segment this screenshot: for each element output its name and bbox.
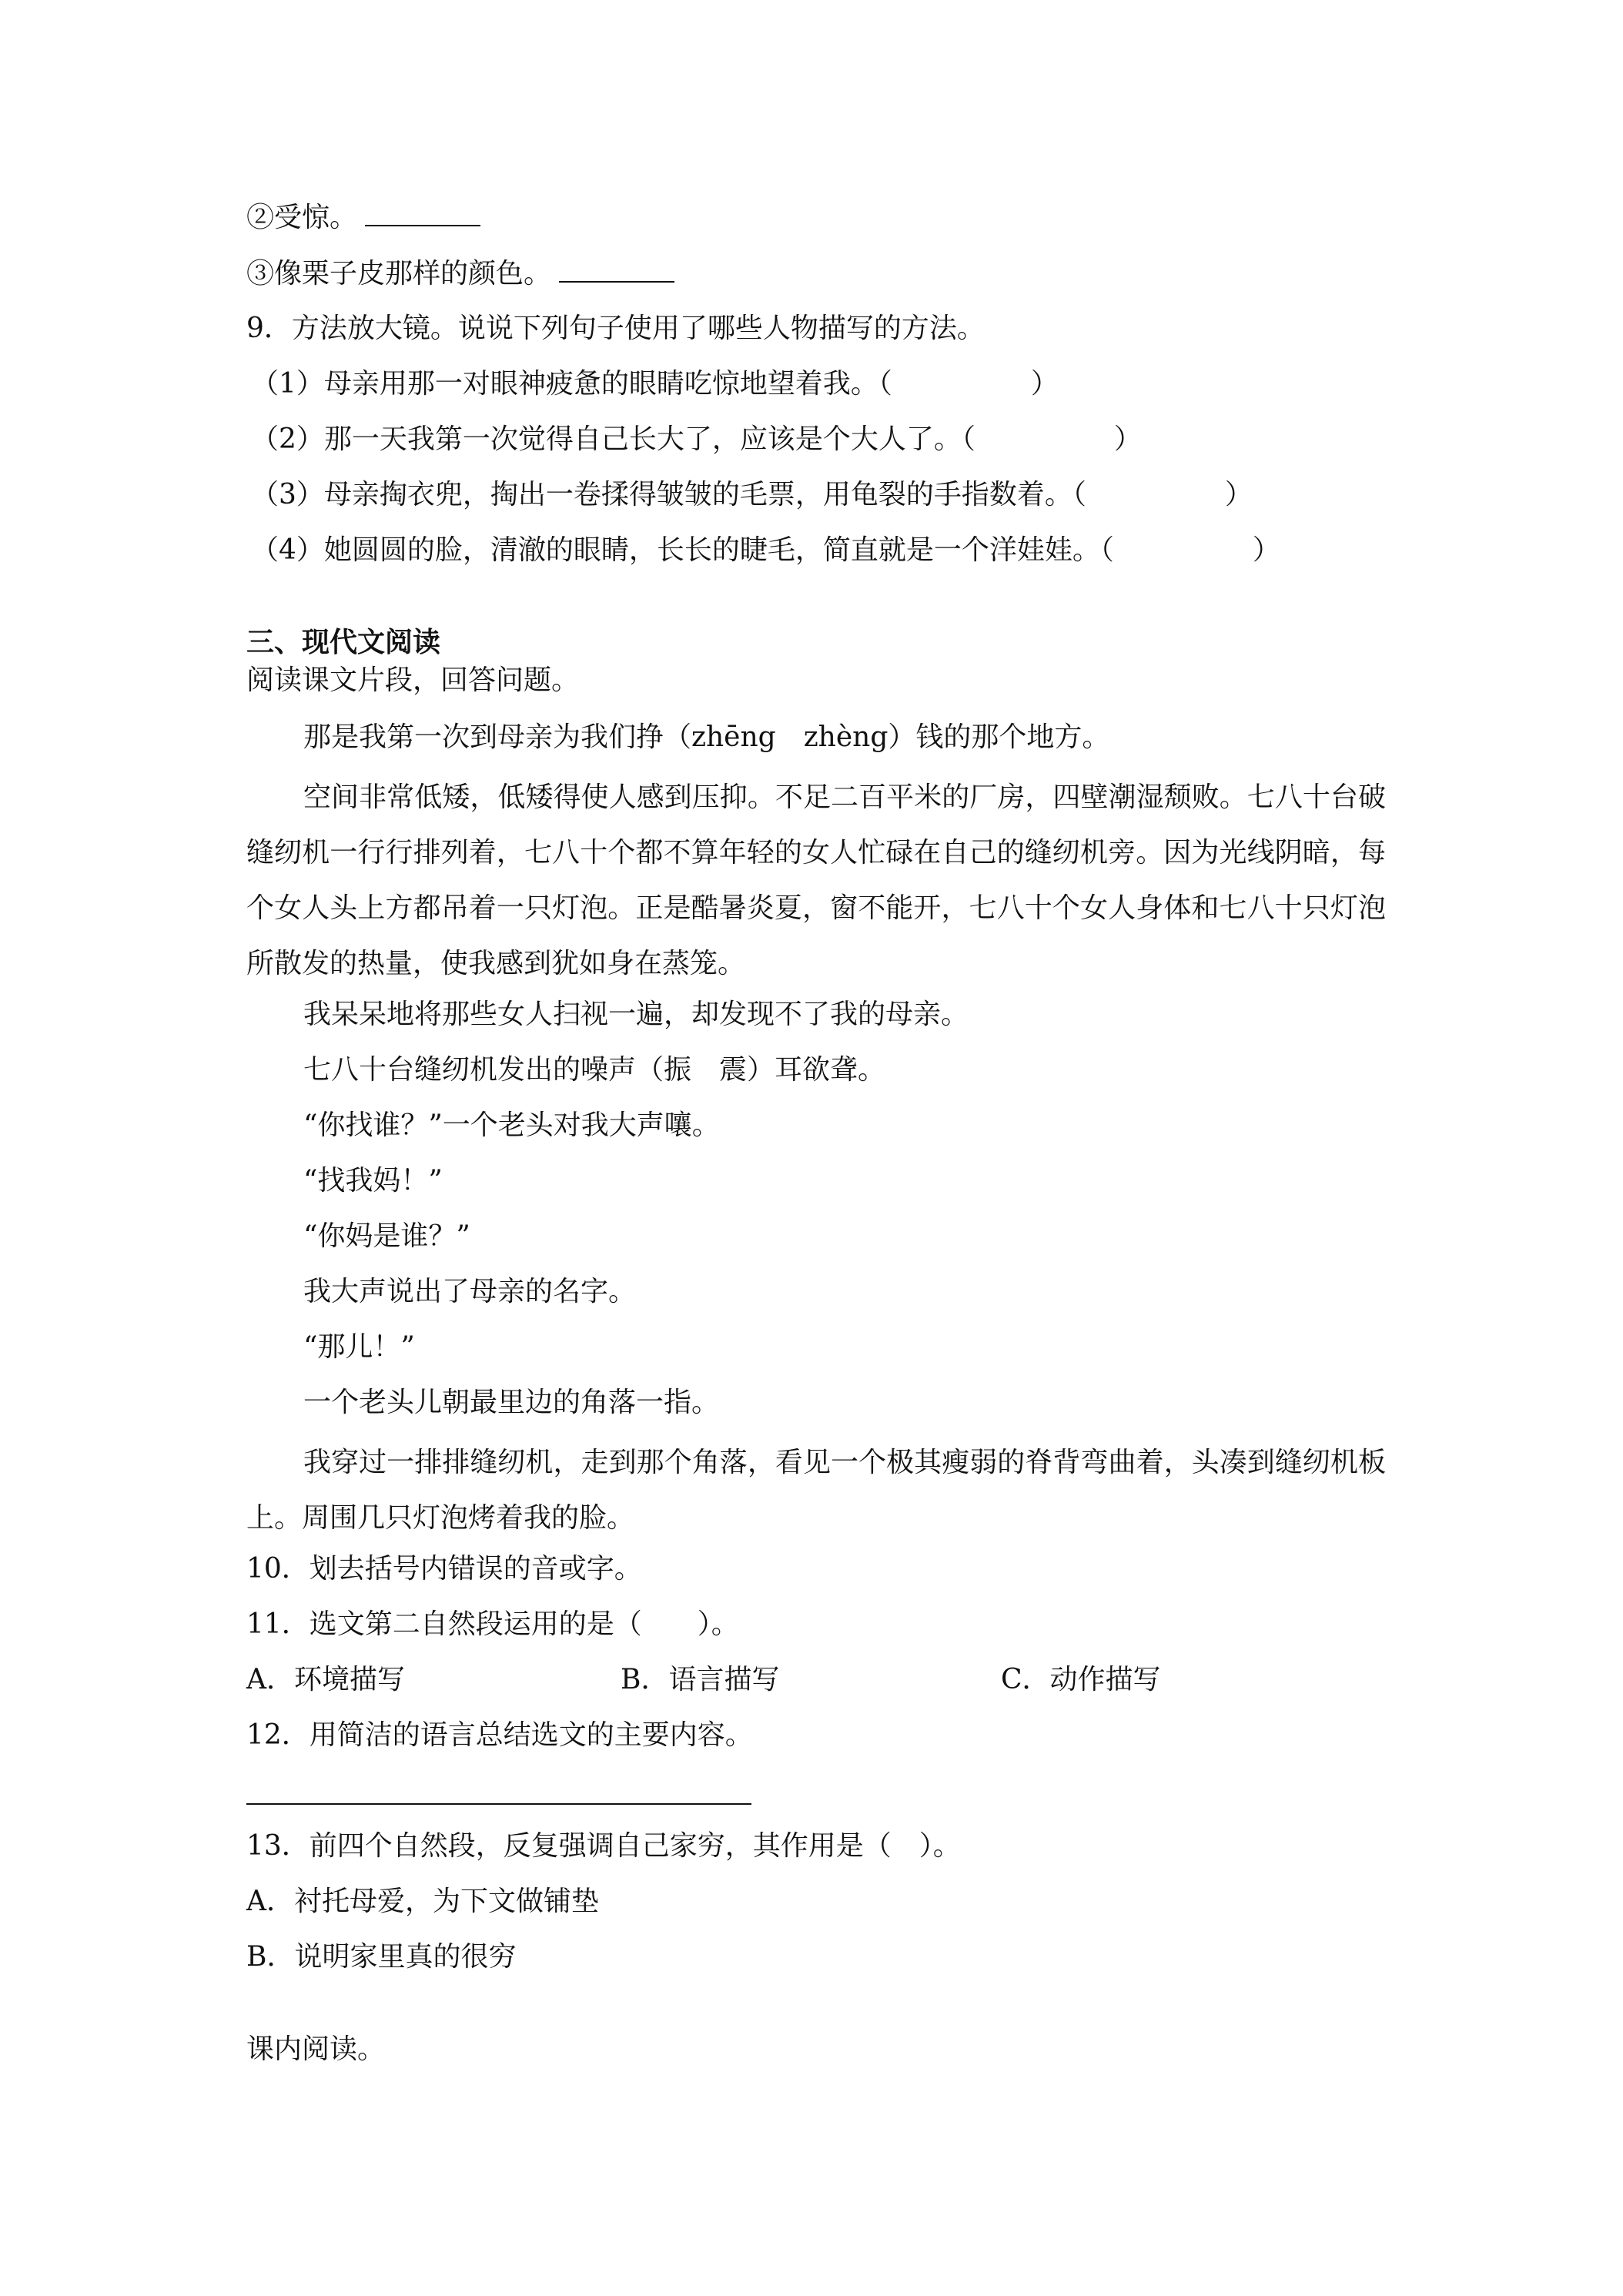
passage-paragraph-5: “你找谁？”一个老头对我大声嚷。 [303, 1110, 720, 1141]
next-section-instruction: 课内阅读。 [246, 2033, 386, 2065]
q9-sentence-1 [251, 367, 1059, 401]
passage-paragraph-11: 我穿过一排排缝纫机，走到那个角落，看见一个极其瘦弱的脊背弯曲着，头凑到缝纫机板上。周围几只灯泡烤着我的脸。 [246, 1447, 1386, 1534]
question-10: 10．划去括号内错误的音或字。 [246, 1553, 642, 1585]
q11-option-c[interactable]: C．动作描写 [1001, 1664, 1161, 1695]
q12-answer-line[interactable] [246, 1803, 751, 1805]
close-paren: ） [1224, 479, 1253, 510]
q9-sentence-2 [251, 423, 1142, 457]
passage-paragraph-7: “你妈是谁？” [303, 1220, 470, 1252]
q11-option-a[interactable]: A．环境描写 [246, 1664, 405, 1695]
q11-option-b[interactable]: B．语言描写 [621, 1664, 780, 1695]
section-instruction: 阅读课文片段，回答问题。 [246, 664, 580, 696]
close-paren: ） [1113, 423, 1142, 455]
passage-paragraph-4: 七八十台缝纫机发出的噪声（振 震）耳欲聋。 [303, 1054, 886, 1086]
close-paren: ） [1252, 534, 1280, 566]
answer-blank[interactable] [365, 200, 480, 226]
close-paren: ） [1030, 368, 1059, 400]
q9-sentence-4-text: （4）她圆圆的脸，清澈的眼睛，长长的睫毛，简直就是一个洋娃娃。（ [251, 534, 1114, 566]
q8-item-3 [246, 256, 674, 291]
passage-paragraph-6: “找我妈！” [303, 1165, 443, 1197]
q13-option-a[interactable]: A．衬托母爱，为下文做铺垫 [246, 1886, 599, 1917]
q9-sentence-4 [251, 534, 1280, 567]
answer-blank[interactable] [559, 256, 674, 283]
passage-paragraph-10: 一个老头儿朝最里边的角落一指。 [303, 1387, 720, 1418]
passage-paragraph-1: 那是我第一次到母亲为我们挣（zhēng zhèng）钱的那个地方。 [303, 721, 1110, 753]
q9-title: 9．方法放大镜。说说下列句子使用了哪些人物描写的方法。 [246, 313, 985, 344]
q9-sentence-2-text: （2）那一天我第一次觉得自己长大了，应该是个大人了。（ [251, 423, 975, 455]
q13-option-b[interactable]: B．说明家里真的很穷 [246, 1941, 517, 1973]
q8-item-3-text: ③像栗子皮那样的颜色。 [246, 258, 552, 290]
passage-paragraph-8: 我大声说出了母亲的名字。 [303, 1276, 637, 1307]
q9-sentence-3-text: （3）母亲掏衣兜，掏出一卷揉得皱皱的毛票，用龟裂的手指数着。（ [251, 479, 1086, 510]
q8-item-2 [246, 200, 480, 235]
question-13-title: 13．前四个自然段，反复强调自己家穷，其作用是（ ）。 [246, 1830, 961, 1862]
question-11-title: 11．选文第二自然段运用的是（ ）。 [246, 1608, 739, 1640]
q8-item-2-text: ②受惊。 [246, 202, 358, 233]
section-title: 三、现代文阅读 [246, 626, 441, 658]
passage-paragraph-2: 空间非常低矮，低矮得使人感到压抑。不足二百平米的厂房，四壁潮湿颓败。七八十台破缝纫机一行行排列着，七八十个都不算年轻的女人忙碌在自己的缝纫机旁。因为光线阴暗，每个女人头上方都吊着一只灯泡。正是酷暑炎夏，窗不能开，七八十个女人身体和七八十只灯泡所散发的热量，使我感到犹如身在蒸笼。 [246, 782, 1386, 979]
passage-paragraph-3: 我呆呆地将那些女人扫视一遍，却发现不了我的母亲。 [303, 999, 969, 1030]
passage-paragraph-9: “那儿！” [303, 1331, 415, 1363]
q9-sentence-3 [251, 478, 1253, 512]
q9-sentence-1-text: （1）母亲用那一对眼神疲惫的眼睛吃惊地望着我。（ [251, 368, 892, 400]
question-12: 12．用简洁的语言总结选文的主要内容。 [246, 1719, 753, 1751]
